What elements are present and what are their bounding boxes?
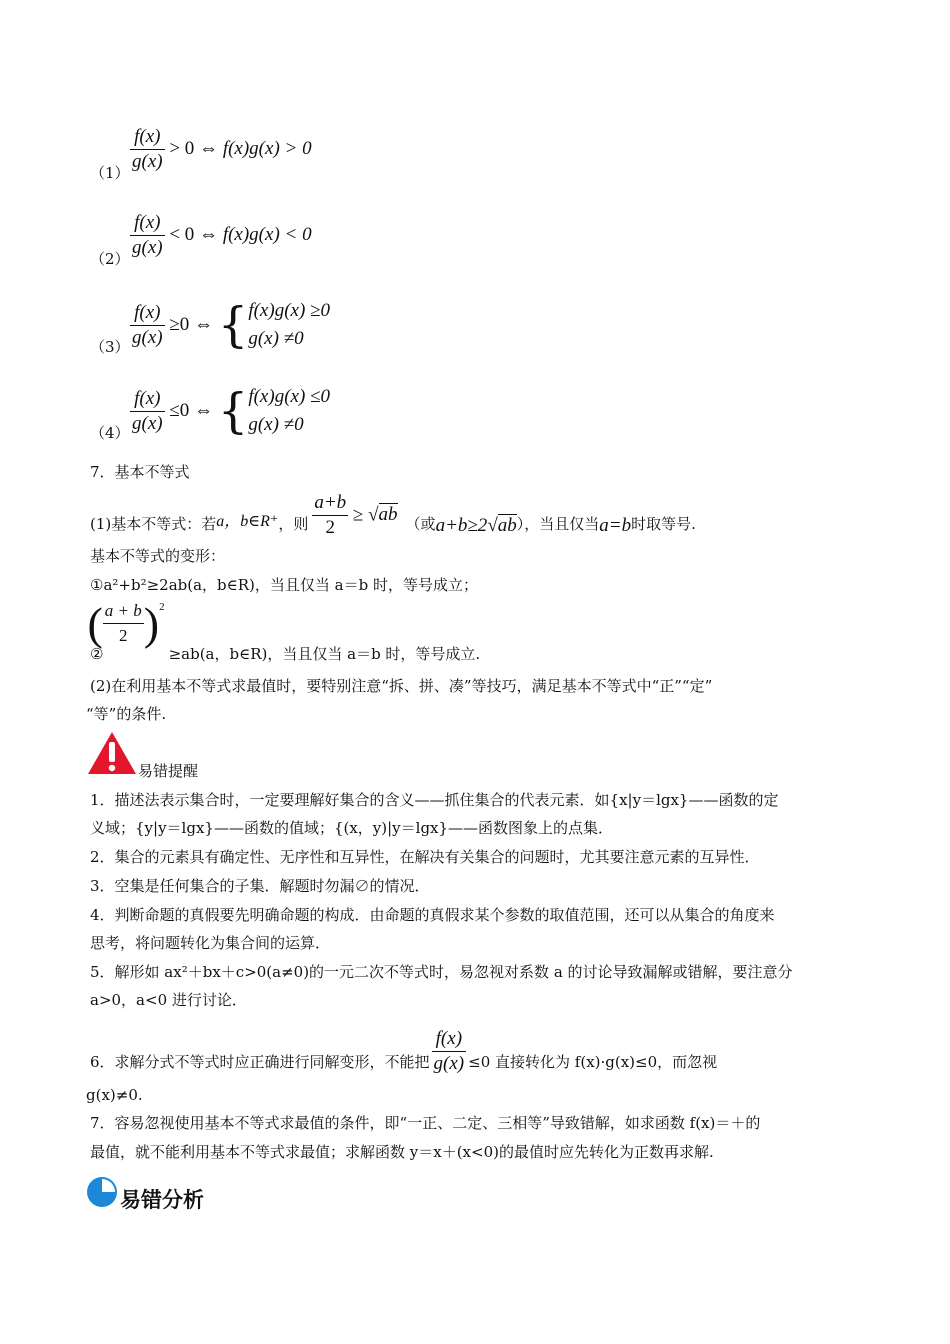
warning-item-6 <box>90 1016 717 1076</box>
formula-1-rhs: f(x)g(x) > 0 <box>222 137 312 159</box>
variant-title: 基本不等式的变形： <box>90 547 226 565</box>
variant-2-exponent: 2 <box>159 601 165 613</box>
formula-4-numerator: f(x) <box>134 387 161 409</box>
formula-2 <box>130 211 312 260</box>
formula-1-index: （1） <box>90 164 130 182</box>
formula-3-numerator: f(x) <box>134 301 161 323</box>
formula-2-denominator: g(x) <box>132 237 163 258</box>
section-7-p2-line1: (2)在利用基本不等式求最值时，要特别注意“拆、拼、凑”等技巧，满足基本不等式中“正”“定” <box>90 677 713 695</box>
variant-2-paren-expr: ( $\frac{a + b}{2}$ ) 2 <box>87 597 165 649</box>
formula-4-line2: g(x) ≠0 <box>248 414 304 435</box>
formula-3 <box>130 297 330 353</box>
basic-inequality-numerator: a+b <box>314 491 347 513</box>
basic-inequality-line: (1)基本不等式：若 a，b∈R⁺ ，则 $\frac{a+b}{2}$ ≥ √ab （或 a+b≥2 √ab ），当且仅当 a=b 时取等号. <box>90 491 696 538</box>
formula-4-brace: { <box>217 383 249 439</box>
formula-2-rhs: f(x)g(x) < 0 <box>222 223 312 245</box>
formula-1-denominator: g(x) <box>132 151 163 172</box>
warning-icon <box>86 730 138 776</box>
formula-4-index: （4） <box>90 424 130 442</box>
warning-label: 易错提醒 <box>138 762 199 780</box>
section-7-p2-line2: “等”的条件. <box>86 705 167 723</box>
warning-item-6-continued: g(x)≠0. <box>86 1086 143 1104</box>
variant-2 <box>87 597 481 666</box>
formula-4 <box>130 383 330 439</box>
basic-inequality-denominator: 2 <box>312 515 348 540</box>
basic-inequality-alt-sqrt: ab <box>497 515 517 536</box>
warning-item-4a: 4．判断命题的真假要先明确命题的构成．由命题的真假求某个参数的取值范围，还可以从集合的角度来 <box>90 906 775 924</box>
formula-1-numerator: f(x) <box>134 126 161 147</box>
formula-1 <box>130 125 312 174</box>
formula-1-relation: > 0 ⇔ <box>169 137 219 159</box>
basic-inequality-sqrt: ab <box>378 504 398 525</box>
variant-2-denominator: 2 <box>103 623 144 648</box>
variant-2-rest: ≥ab(a，b∈R)，当且仅当 a＝b 时，等号成立. <box>168 645 481 663</box>
basic-inequality-geq: ≥ <box>352 504 364 525</box>
formula-3-line1: f(x)g(x) ≥0 <box>248 300 330 321</box>
formula-3-relation: ≥0 ⇔ <box>169 314 214 335</box>
formula-3-line2: g(x) ≠0 <box>248 328 304 349</box>
warning-item-3: 3．空集是任何集合的子集．解题时勿漏∅的情况． <box>90 877 430 895</box>
basic-inequality-condition: a，b∈R⁺ <box>216 513 279 530</box>
warning-item-1a: 1．描述法表示集合时，一定要理解好集合的含义——抓住集合的代表元素．如{x|y＝lgx}——函数的定 <box>90 791 779 809</box>
warning-item-6-prefix: 6．求解分式不等式时应正确进行同解变形，不能把 <box>90 1053 430 1071</box>
warning-item-6-fraction <box>432 1027 467 1076</box>
variant-1: ①a²+b²≥2ab(a，b∈R)，当且仅当 a＝b 时，等号成立； <box>90 576 478 594</box>
analysis-heading: 易错分析 <box>120 1188 204 1212</box>
warning-item-1b: 义域；{y|y＝lgx}——函数的值域；{(x，y)|y＝lgx}——函数图象上的点集． <box>90 819 614 837</box>
formula-3-brace: { <box>217 297 249 353</box>
warning-item-6-rest: ≤0 直接转化为 f(x)·g(x)≤0，而忽视 <box>468 1053 718 1071</box>
warning-item-6-denominator: g(x) <box>433 1053 465 1074</box>
pie-icon <box>86 1176 118 1208</box>
basic-inequality-equal: a=b <box>599 515 632 536</box>
formula-4-line1: f(x)g(x) ≤0 <box>248 386 330 407</box>
formula-2-relation: < 0 ⇔ <box>169 223 219 245</box>
basic-inequality-then: ，则 <box>278 515 309 533</box>
basic-inequality-alt: a+b≥2 <box>435 515 488 536</box>
warning-item-2: 2．集合的元素具有确定性、无序性和互异性，在解决有关集合的问题时，尤其要注意元素的互异性． <box>90 848 760 866</box>
formula-3-denominator: g(x) <box>132 326 163 348</box>
basic-inequality-or: （或 <box>405 515 436 533</box>
warning-item-5b: a>0，a<0 进行讨论． <box>90 991 247 1009</box>
warning-item-7a: 7．容易忽视使用基本不等式求最值的条件，即“一正、二定、三相等”导致错解，如求函数 f(x)＝＋的 <box>90 1114 761 1132</box>
basic-inequality-formula: $\frac{a+b}{2}$ ≥ √ab <box>314 491 398 538</box>
basic-inequality-prefix: (1)基本不等式：若 <box>90 515 217 533</box>
variant-2-prefix: ② <box>90 645 104 663</box>
warning-item-4b: 思考，将问题转化为集合间的运算． <box>90 934 331 952</box>
warning-item-6-numerator: f(x) <box>435 1028 463 1049</box>
formula-4-relation: ≤0 ⇔ <box>169 400 214 421</box>
section-7-title: 7．基本不等式 <box>90 463 190 481</box>
formula-2-index: （2） <box>90 250 130 268</box>
formula-3-index: （3） <box>90 338 130 356</box>
formula-2-numerator: f(x) <box>134 212 161 233</box>
warning-item-5a: 5．解形如 ax²＋bx＋c>0(a≠0)的一元二次不等式时，易忽视对系数 a 的讨论导致漏解或错解，要注意分 <box>90 963 793 981</box>
warning-item-7b: 最值，就不能利用基本不等式求最值；求解函数 y＝x＋(x<0)的最值时应先转化为正数再求解. <box>90 1143 714 1161</box>
variant-2-numerator: a + b <box>104 601 142 620</box>
basic-inequality-end: 时取等号. <box>631 515 696 533</box>
basic-inequality-when: ），当且仅当 <box>516 515 600 533</box>
formula-4-denominator: g(x) <box>132 412 163 434</box>
